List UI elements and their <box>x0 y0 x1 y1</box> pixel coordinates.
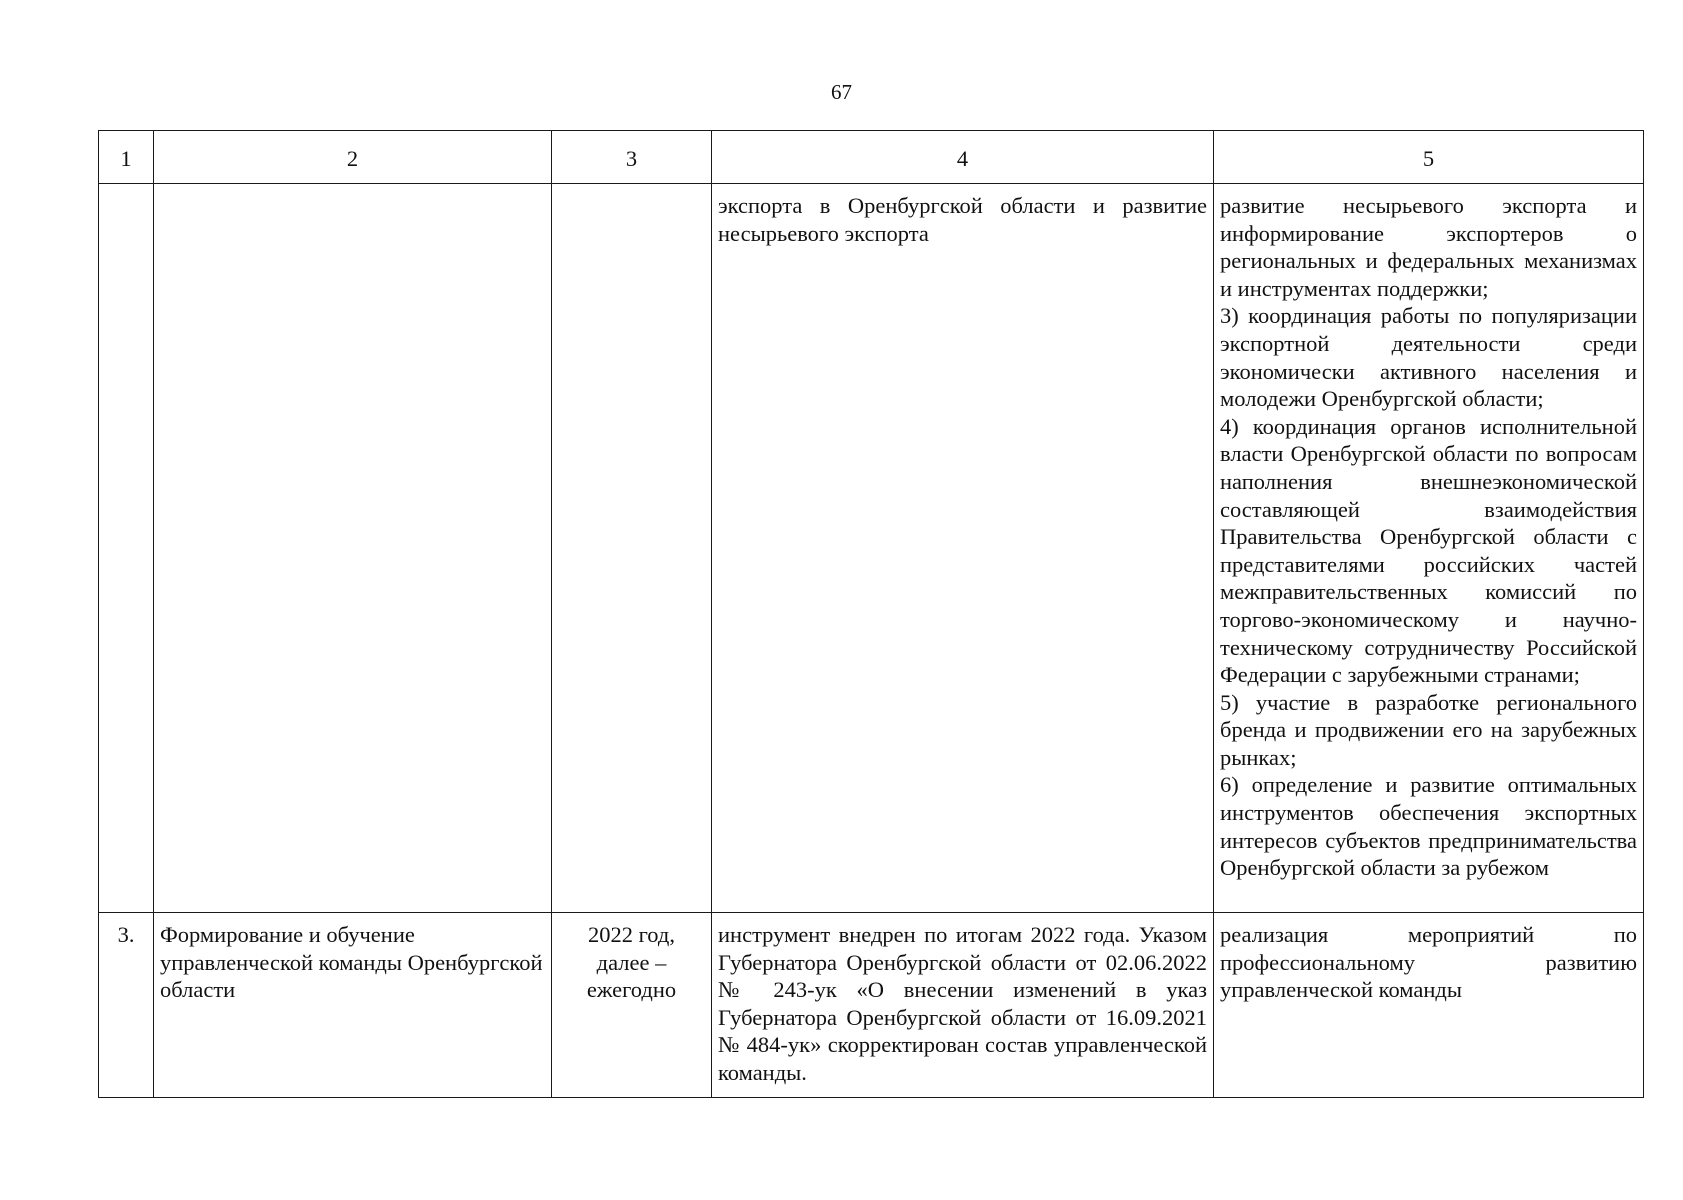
result-paragraph: 4) координация органов исполнительной власти Оренбургской области по вопросам наполнения внешнеэкономической составляющей взаимодействия Правительства Оренбургской области с представителями российских частей межправительственных комиссий по торгово-экономическому и научно-техническому сотрудничеству Российской Федерации с зарубежными странами; <box>1220 413 1637 688</box>
period-line: далее – <box>596 949 667 975</box>
header-col-5: 5 <box>1214 131 1644 184</box>
result-paragraph: развитие несырьевого экспорта и информирование экспортеров о региональных и федеральных механизмах и инструментах поддержки; <box>1220 193 1637 301</box>
cell-number: 3. <box>99 913 154 1098</box>
period-line: ежегодно <box>586 977 677 1003</box>
cell-status: экспорта в Оренбургской области и развитие несырьевого экспорта <box>712 184 1214 913</box>
result-paragraph: 5) участие в разработке регионального бренда и продвижении его на зарубежных рынках; <box>1220 689 1637 770</box>
table-row-3 <box>99 913 1644 1098</box>
cell-result <box>1214 184 1644 913</box>
cell-period <box>552 184 712 913</box>
cell-number <box>99 184 154 913</box>
header-col-4: 4 <box>712 131 1214 184</box>
table-header-row <box>99 131 1644 184</box>
cell-result: реализация мероприятий по профессиональному развитию управленческой команды <box>1214 913 1644 1098</box>
result-paragraph: 3) координация работы по популяризации экспортной деятельности среди экономически активного населения и молодежи Оренбургской области; <box>1220 303 1637 412</box>
document-table <box>98 130 1644 1098</box>
cell-name <box>154 184 552 913</box>
period-line: 2022 год, <box>588 922 675 947</box>
header-col-3: 3 <box>552 131 712 184</box>
header-col-2: 2 <box>154 131 552 184</box>
header-col-1: 1 <box>99 131 154 184</box>
page-number: 67 <box>831 80 852 104</box>
cell-status: инструмент внедрен по итогам 2022 года. Указом Губернатора Оренбургской области от 02.06.2022 № 243-ук «О внесении изменений в указ Губернатора Оренбургской области от 16.09.2021 № 484-ук» скорректирован состав управленческой команды. <box>712 913 1214 1098</box>
cell-period <box>552 913 712 1098</box>
cell-name: Формирование и обучение управленческой команды Оренбургской области <box>154 913 552 1098</box>
table-row-continuation <box>99 184 1644 913</box>
result-paragraph: 6) определение и развитие оптимальных инструментов обеспечения экспортных интересов субъектов предпринимательства Оренбургской области за рубежом <box>1220 772 1637 881</box>
